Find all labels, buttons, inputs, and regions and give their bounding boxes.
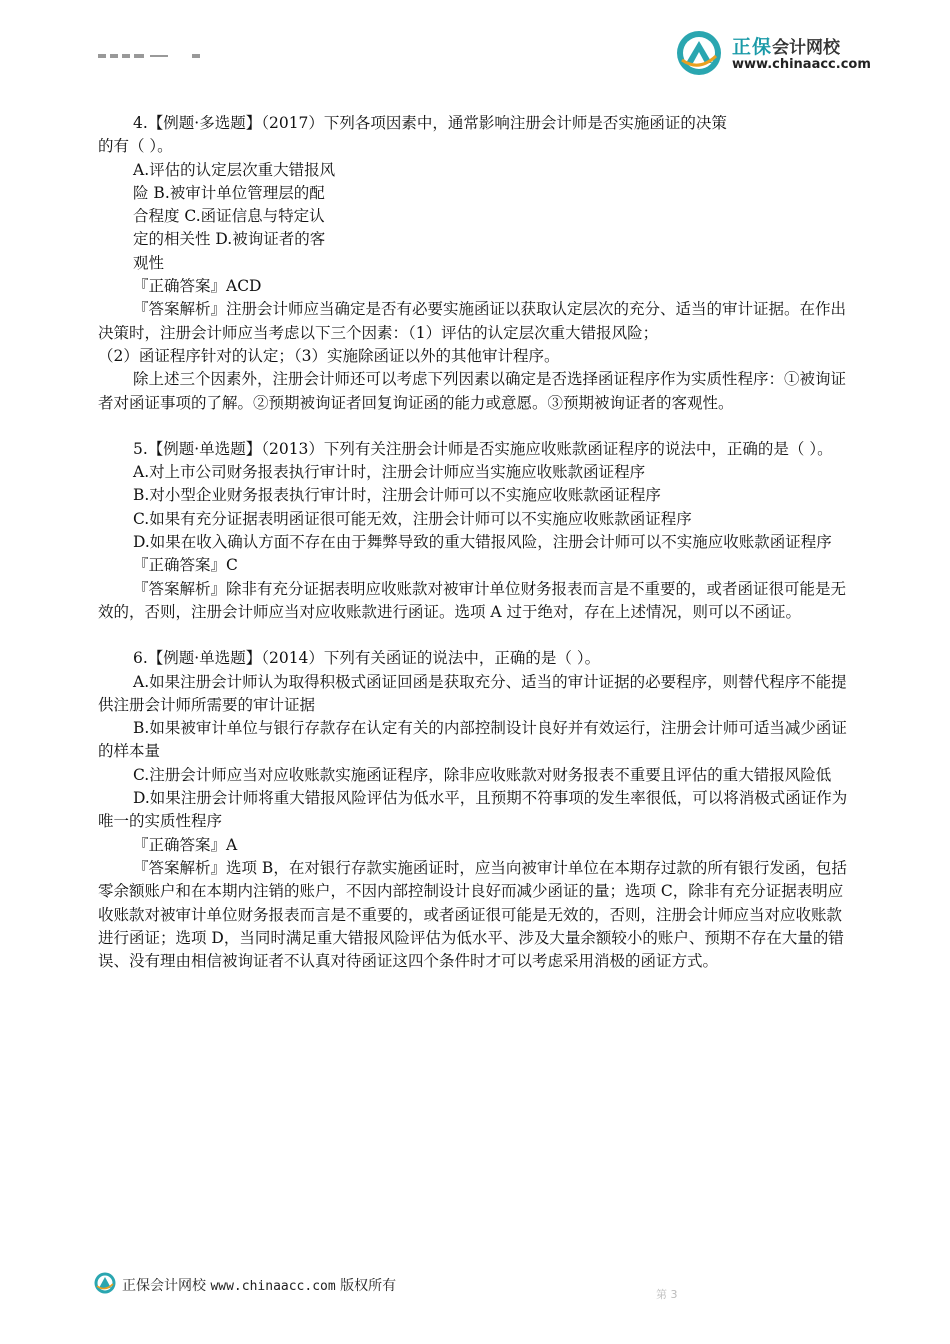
q4-options-line: 合程度 C.函证信息与特定认 bbox=[133, 207, 325, 226]
footer-brand: 正保会计网校 bbox=[122, 1278, 206, 1294]
footer-rights: 版权所有 bbox=[340, 1278, 397, 1294]
footer-logo-icon bbox=[94, 1272, 116, 1294]
q4-answer: 『正确答案』ACD bbox=[133, 277, 262, 296]
q5-option-c: C.如果有充分证据表明函证很可能无效，注册会计师可以不实施应收账款函证程序 bbox=[133, 509, 692, 528]
footer-url[interactable]: www.chinaacc.com bbox=[210, 1279, 336, 1294]
q4-options-line: 险 B.被审计单位管理层的配 bbox=[133, 183, 325, 202]
q4-stem-end: 的有（ ）。 bbox=[98, 137, 173, 156]
q5-option-a: A.对上市公司财务报表执行审计时，注册会计师应当实施应收账款函证程序 bbox=[133, 463, 646, 482]
logo-url: www.chinaacc.com bbox=[732, 57, 871, 72]
q4-stem bbox=[98, 112, 854, 135]
q5-answer: 『正确答案』C bbox=[133, 556, 238, 575]
q4-options-line: 观性 bbox=[133, 253, 165, 272]
logo-brand-main: 正保 bbox=[732, 36, 773, 58]
q5-option-b: B.对小型企业财务报表执行审计时，注册会计师可以不实施应收账款函证程序 bbox=[133, 486, 661, 505]
content bbox=[98, 112, 854, 973]
q6-answer: 『正确答案』A bbox=[133, 835, 238, 854]
logo-icon bbox=[676, 30, 722, 76]
q6-option-c: C.注册会计师应当对应收账款实施函证程序，除非应收账款对财务报表不重要且评估的重大错报风险低 bbox=[133, 765, 832, 784]
q4-analysis-3: 除上述三个因素外，注册会计师还可以考虑下列因素以确定是否选择函证程序作为实质性程序：①被询证者对函证事项的了解。②预期被询证者回复询证函的能力或意愿。③预期被询证者的客观性。 bbox=[98, 370, 847, 412]
site-logo[interactable] bbox=[676, 28, 871, 78]
question-5 bbox=[98, 438, 854, 624]
logo-brand-sub: 会计网校 bbox=[772, 38, 841, 58]
q5-option-d: D.如果在收入确认方面不存在由于舞弊导致的重大错报风险，注册会计师可以不实施应收账款函证程序 bbox=[133, 533, 832, 552]
question-4 bbox=[98, 112, 854, 415]
q4-stem-a: 4.【例题·多选题】（2017）下列各项因素中，通常影响注册会计师是否实施函证的决策 bbox=[133, 114, 727, 132]
q4-analysis-2: （2）函证程序针对的认定；（3）实施除函证以外的其他审计程序。 bbox=[98, 346, 560, 365]
q6-option-b: B.如果被审计单位与银行存款存在认定有关的内部控制设计良好并有效运行，注册会计师可适当减少函证的样本量 bbox=[98, 719, 847, 761]
footer bbox=[94, 1272, 494, 1298]
q4-options bbox=[98, 159, 854, 275]
q5-analysis: 『答案解析』除非有充分证据表明应收账款对被审计单位财务报表而言是不重要的，或者函证很可能是无效的，否则，注册会计师应当对应收账款进行函证。选项 A 过于绝对，存在上述情况，则可以不函证。 bbox=[98, 579, 847, 621]
page-number: 第 3 bbox=[656, 1288, 678, 1301]
q4-analysis-1: 『答案解析』注册会计师应当确定是否有必要实施函证以获取认定层次的充分、适当的审计证据。在作出决策时，注册会计师应当考虑以下三个因素：（1）评估的认定层次重大错报风险； bbox=[98, 300, 847, 342]
q6-option-a: A.如果注册会计师认为取得积极式函证回函是获取充分、适当的审计证据的必要程序，则替代程序不能提供注册会计师所需要的审计证据 bbox=[98, 672, 847, 714]
q4-options-line: A.评估的认定层次重大错报风 bbox=[133, 160, 336, 179]
q6-analysis: 『答案解析』选项 B，在对银行存款实施函证时，应当向被审计单位在本期存过款的所有银行发函，包括零余额账户和在本期内注销的账户，不因内部控制设计良好而减少函证的量；选项 C，除非有充分证据表明应收账款对被审计单位财务报表而言是不重要的，或者函证很可能是无效的，否则，注册会计师应当对应收账款进行函证；选项 D，当同时满足重大错报风险评估为低水平、涉及大量余额较小的账户、预期不存在大量的错误、没有理由相信被询证者不认真对待函证这四个条件时才可以考虑采用消极的函证方式。 bbox=[98, 858, 847, 971]
q6-stem: 6.【例题·单选题】（2014）下列有关函证的说法中，正确的是（ ）。 bbox=[133, 649, 601, 668]
header-corner-marks bbox=[98, 52, 202, 60]
footer-text bbox=[122, 1275, 396, 1295]
question-6 bbox=[98, 647, 854, 973]
logo-brand bbox=[732, 32, 840, 59]
q5-stem: 5.【例题·单选题】（2013）下列有关注册会计师是否实施应收账款函证程序的说法中，正确的是（ ）。 bbox=[133, 439, 833, 458]
q4-options-line: 定的相关性 D.被询证者的客 bbox=[133, 230, 326, 249]
q6-option-d: D.如果注册会计师将重大错报风险评估为低水平，且预期不符事项的发生率很低，可以将消极式函证作为唯一的实质性程序 bbox=[98, 789, 848, 831]
